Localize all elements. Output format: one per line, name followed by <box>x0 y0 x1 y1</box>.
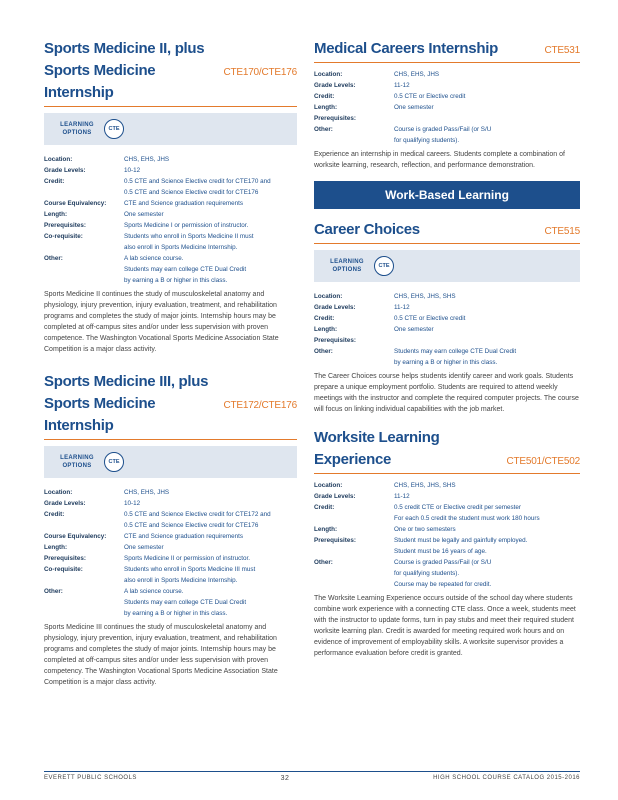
info-row <box>44 564 297 575</box>
info-value: Students may earn college CTE Dual Credit <box>124 599 247 606</box>
info-value: One semester <box>124 211 164 218</box>
info-row <box>314 491 580 502</box>
course-title: Sports Medicine II, plus <box>44 40 205 57</box>
info-value: 11-12 <box>394 82 410 89</box>
course-title: Worksite Learning <box>314 429 440 446</box>
info-key: Credit: <box>314 504 335 511</box>
learning-options-label: LEARNING OPTIONS <box>60 122 94 136</box>
course-title: Medical Careers Internship <box>314 40 498 57</box>
info-value: Student must be legally and gainfully employed. <box>394 537 528 544</box>
course-title: Sports Medicine Internship <box>44 62 156 101</box>
info-value: by earning a B or higher in this class. <box>124 610 228 617</box>
course-code: CTE515 <box>544 226 580 237</box>
info-row <box>44 198 297 209</box>
info-key <box>314 513 394 524</box>
course-worksite-learning <box>314 427 580 659</box>
info-value: by earning a B or higher in this class. <box>394 359 498 366</box>
course-description: Sports Medicine III continues the study of musculoskeletal anatomy and physiology, injury prevention, injury evaluation, treatment, and rehabilitation programs and completes the study of major joints. Internship hours may be completed at off-campus sites and/or under less supervision with proven competency. The Washington Vocational Sports Medicine Association State Competition is a major class activity. <box>44 624 278 686</box>
info-value: CTE and Science graduation requirements <box>124 533 244 540</box>
info-value: A lab science course. <box>124 588 184 595</box>
info-key: Prerequisites: <box>44 222 86 229</box>
info-key: Length: <box>44 211 68 218</box>
title-divider <box>314 473 580 474</box>
course-career-choices <box>314 219 580 415</box>
info-value: 0.5 CTE or Elective credit <box>394 93 466 100</box>
info-row <box>44 586 297 597</box>
info-value: 0.5 CTE and Science Elective credit for CTE176 <box>124 189 259 196</box>
info-key <box>314 568 394 579</box>
info-key: Credit: <box>314 93 335 100</box>
info-value: 11-12 <box>394 493 410 500</box>
info-row <box>314 102 580 113</box>
info-value: Students may earn college CTE Dual Credit <box>124 266 247 273</box>
course-sports-medicine-3 <box>44 371 297 688</box>
info-value: Student must be 16 years of age. <box>394 548 487 555</box>
info-row <box>314 480 580 491</box>
info-key: Co-requisite: <box>44 233 83 240</box>
info-key: Credit: <box>44 511 65 518</box>
info-key: Credit: <box>314 315 335 322</box>
info-row <box>314 568 580 579</box>
info-value: Course is graded Pass/Fail (or S/U <box>394 559 492 566</box>
info-key: Location: <box>314 71 343 78</box>
footer-publisher: EVERETT PUBLIC SCHOOLS <box>44 775 137 781</box>
course-title: Experience <box>314 451 392 468</box>
cte-badge-icon: CTE <box>104 452 124 472</box>
info-key <box>44 264 124 275</box>
info-row <box>314 124 580 135</box>
info-key: Grade Levels: <box>44 167 86 174</box>
learning-options-label: LEARNING OPTIONS <box>60 455 94 469</box>
info-row <box>314 579 580 590</box>
info-row <box>44 209 297 220</box>
info-key: Grade Levels: <box>44 500 86 507</box>
info-row <box>44 176 297 187</box>
info-row <box>314 546 580 557</box>
title-divider <box>44 439 297 440</box>
info-key: Location: <box>314 482 343 489</box>
info-row <box>314 524 580 535</box>
info-key: Length: <box>314 526 338 533</box>
info-key: Grade Levels: <box>314 82 356 89</box>
cte-badge-icon: CTE <box>374 256 394 276</box>
info-key <box>44 597 124 608</box>
page-footer <box>44 771 580 782</box>
info-row <box>314 346 580 357</box>
info-row <box>44 275 297 286</box>
info-row <box>44 608 297 619</box>
course-info <box>44 154 297 286</box>
info-row <box>44 187 297 198</box>
right-column <box>314 38 580 659</box>
info-row <box>44 253 297 264</box>
info-value: Course may be repeated for credit. <box>394 581 492 588</box>
info-value: One semester <box>394 104 434 111</box>
info-value: A lab science course. <box>124 255 184 262</box>
info-value: also enroll in Sports Medicine Internship. <box>124 577 238 584</box>
info-value: Sports Medicine I or permission of instructor. <box>124 222 249 229</box>
section-banner: Work-Based Learning <box>314 181 580 209</box>
info-row <box>44 165 297 176</box>
info-row <box>44 154 297 165</box>
info-key <box>44 608 124 619</box>
course-medical-careers <box>314 38 580 171</box>
learning-options-box <box>314 250 580 282</box>
info-row <box>44 509 297 520</box>
info-value: Course is graded Pass/Fail (or S/U <box>394 126 492 133</box>
info-value: One semester <box>394 326 434 333</box>
footer-catalog-title: HIGH SCHOOL COURSE CATALOG 2015-2016 <box>433 775 580 781</box>
info-key <box>44 275 124 286</box>
info-value: For each 0.5 credit the student must work 180 hours <box>394 515 540 522</box>
info-value: Students who enroll in Sports Medicine III must <box>124 566 256 573</box>
page-number: 32 <box>280 775 290 782</box>
info-value: Sports Medicine II or permission of instructor. <box>124 555 250 562</box>
info-value: for qualifying students). <box>394 570 460 577</box>
info-row <box>314 502 580 513</box>
course-description: The Worksite Learning Experience occurs outside of the school day where students combine work experience with a connecting CTE class. Once a week, students meet with the instructor to update forms, turn in pay stubs and meet their required student worksite learning plan. Credit is awarded for meeting required work hours and on evidence of improvement of employability skills. A worksite supervisor provides a performance evaluation before credit is granted. <box>314 595 576 657</box>
info-value: 0.5 CTE and Science Elective credit for CTE170 and <box>124 178 271 185</box>
info-key: Prerequisites: <box>44 555 86 562</box>
info-value: CHS, EHS, JHS <box>124 489 170 496</box>
info-key <box>314 357 394 368</box>
info-value: CTE and Science graduation requirements <box>124 200 244 207</box>
info-value: for qualifying students). <box>394 137 460 144</box>
info-row <box>314 302 580 313</box>
info-row <box>314 357 580 368</box>
learning-options-box <box>44 113 297 145</box>
course-info <box>314 480 580 590</box>
info-value: 11-12 <box>394 304 410 311</box>
course-description: Experience an internship in medical careers. Students complete a combination of worksite learning, research, reflection, and performance demonstration. <box>314 151 565 169</box>
info-row <box>314 69 580 80</box>
info-row <box>44 597 297 608</box>
info-row <box>314 113 580 124</box>
info-value: 0.5 credit CTE or Elective credit per semester <box>394 504 522 511</box>
title-divider <box>44 106 297 107</box>
info-value: CHS, EHS, JHS, SHS <box>394 482 456 489</box>
cte-badge-icon: CTE <box>104 119 124 139</box>
info-key: Location: <box>44 156 73 163</box>
info-value: Students who enroll in Sports Medicine II must <box>124 233 254 240</box>
info-value: One semester <box>124 544 164 551</box>
info-key: Course Equivalency: <box>44 200 107 207</box>
info-key: Location: <box>44 489 73 496</box>
info-value: also enroll in Sports Medicine Internship. <box>124 244 238 251</box>
info-key: Grade Levels: <box>314 304 356 311</box>
info-key: Prerequisites: <box>314 337 356 344</box>
title-divider <box>314 62 580 63</box>
course-sports-medicine-2 <box>44 38 297 355</box>
info-row <box>44 575 297 586</box>
course-description: The Career Choices course helps students identify career and work goals. Students prepare a unique employment portfolio. Students are required to attend weekly meetings with the instructor and complete the required computer projects. The course will focus on linking individual capabilities with the job market. <box>314 373 579 413</box>
info-row <box>314 313 580 324</box>
info-key: Prerequisites: <box>314 115 356 122</box>
info-key: Other: <box>44 255 63 262</box>
learning-options-box <box>44 446 297 478</box>
course-info <box>314 291 580 368</box>
info-key: Co-requisite: <box>44 566 83 573</box>
info-value: CHS, EHS, JHS <box>394 71 440 78</box>
info-value: 10-12 <box>124 500 141 507</box>
info-key: Length: <box>44 544 68 551</box>
course-info <box>314 69 580 146</box>
course-title: Sports Medicine III, plus <box>44 373 209 390</box>
info-row <box>44 242 297 253</box>
info-key: Credit: <box>44 178 65 185</box>
info-key: Length: <box>314 104 338 111</box>
info-row <box>44 542 297 553</box>
info-row <box>314 335 580 346</box>
course-info <box>44 487 297 619</box>
info-row <box>44 520 297 531</box>
info-row <box>314 513 580 524</box>
info-key: Other: <box>314 348 333 355</box>
course-code: CTE531 <box>544 45 580 56</box>
info-value: by earning a B or higher in this class. <box>124 277 228 284</box>
course-code: CTE501/CTE502 <box>506 456 580 467</box>
info-row <box>44 231 297 242</box>
info-row <box>314 535 580 546</box>
info-key: Length: <box>314 326 338 333</box>
info-row <box>44 498 297 509</box>
course-title: Career Choices <box>314 221 420 238</box>
info-value: Students may earn college CTE Dual Credit <box>394 348 517 355</box>
info-value: CHS, EHS, JHS, SHS <box>394 293 456 300</box>
info-key <box>44 242 124 253</box>
info-row <box>44 531 297 542</box>
info-row <box>44 553 297 564</box>
info-row <box>44 487 297 498</box>
info-row <box>314 324 580 335</box>
info-key <box>44 575 124 586</box>
info-value: CHS, EHS, JHS <box>124 156 170 163</box>
info-row <box>44 220 297 231</box>
info-key <box>314 546 394 557</box>
info-key: Prerequisites: <box>314 537 356 544</box>
footer-divider <box>44 771 580 772</box>
course-title: Sports Medicine Internship <box>44 395 156 434</box>
info-value: 0.5 CTE or Elective credit <box>394 315 466 322</box>
course-description: Sports Medicine II continues the study of musculoskeletal anatomy and physiology, injury prevention, injury evaluation, treatment, and rehabilitation programs and completes the study of major joints. Internship hours may be completed at off-campus sites and/or under less supervision with proven competence. The Washington Vocational Sports Medicine Association State Competition is a major class activity. <box>44 291 279 353</box>
title-divider <box>314 243 580 244</box>
info-row <box>314 91 580 102</box>
course-code: CTE170/CTE176 <box>223 67 297 78</box>
info-key: Location: <box>314 293 343 300</box>
left-column <box>44 38 297 688</box>
info-key <box>314 579 394 590</box>
info-row <box>314 291 580 302</box>
info-key <box>44 520 124 531</box>
info-key <box>314 135 394 146</box>
info-value: 0.5 CTE and Science Elective credit for CTE176 <box>124 522 259 529</box>
info-key: Other: <box>314 126 333 133</box>
info-value: 0.5 CTE and Science Elective credit for CTE172 and <box>124 511 271 518</box>
info-row <box>44 264 297 275</box>
info-key: Grade Levels: <box>314 493 356 500</box>
info-row <box>314 135 580 146</box>
info-key: Course Equivalency: <box>44 533 107 540</box>
info-row <box>314 80 580 91</box>
info-key <box>44 187 124 198</box>
info-row <box>314 557 580 568</box>
info-key: Other: <box>314 559 333 566</box>
info-value: One or two semesters <box>394 526 456 533</box>
course-code: CTE172/CTE176 <box>223 400 297 411</box>
learning-options-label: LEARNING OPTIONS <box>330 259 364 273</box>
info-key: Other: <box>44 588 63 595</box>
info-value: 10-12 <box>124 167 141 174</box>
